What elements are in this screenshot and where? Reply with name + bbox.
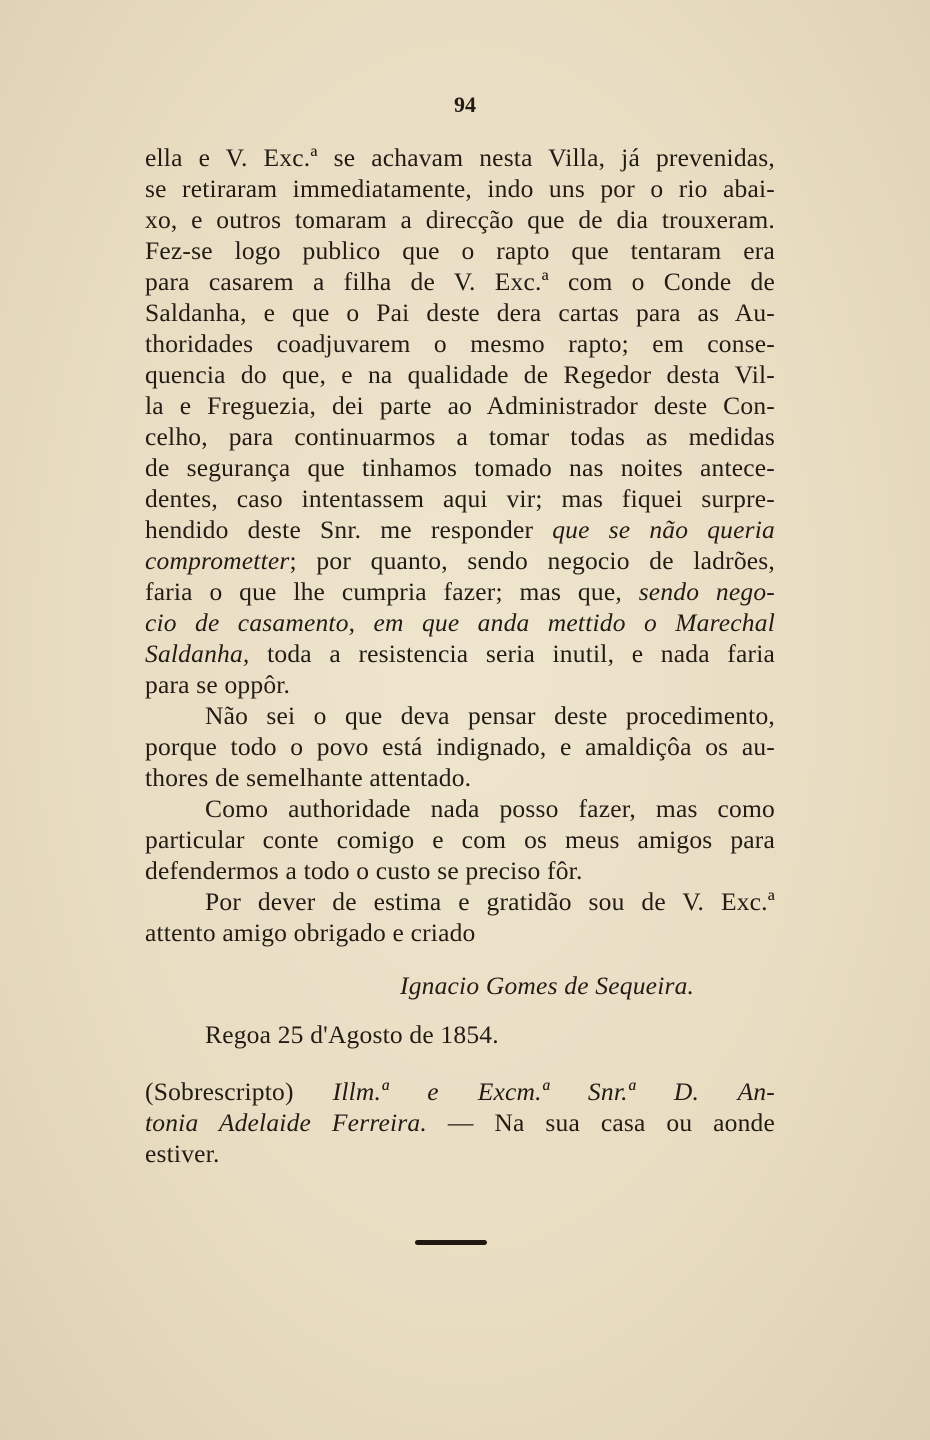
text-line-italic: cio de casamento, em que anda mettido o Marechal bbox=[145, 608, 775, 637]
text-line-mixed bbox=[145, 514, 775, 545]
text-line: Não sei o que deva pensar deste procedimento, bbox=[205, 701, 775, 730]
text-line: la e Freguezia, dei parte ao Administrador deste Con- bbox=[145, 391, 775, 420]
text-line: Saldanha, e que o Pai deste dera cartas para as Au- bbox=[145, 298, 775, 327]
text-line-mixed bbox=[145, 638, 775, 669]
text-line: particular conte comigo e com os meus amigos para bbox=[145, 825, 775, 854]
address-label: (Sobrescripto) bbox=[145, 1077, 294, 1106]
text-line: xo, e outros tomaram a direcção que de dia trouxeram. bbox=[145, 205, 775, 234]
text-line: para casarem a filha de V. Exc.ª com o Conde de bbox=[145, 267, 775, 296]
text-line: de segurança que tinhamos tomado nas noites antece- bbox=[145, 453, 775, 482]
page-number: 94 bbox=[454, 92, 476, 117]
roman-span: ; por quanto, sendo negocio de ladrões, bbox=[289, 546, 775, 575]
address-line bbox=[145, 1107, 775, 1138]
text-line-mixed bbox=[145, 576, 775, 607]
date-line: Regoa 25 d'Agosto de 1854. bbox=[205, 1020, 499, 1049]
end-rule bbox=[415, 1240, 487, 1245]
italic-span: que se não queria bbox=[552, 515, 776, 544]
text-line: quencia do que, e na qualidade de Regedor desta Vil- bbox=[145, 360, 775, 389]
text-line: defendermos a todo o custo se preciso fôr. bbox=[145, 856, 583, 885]
text-line: para se oppôr. bbox=[145, 670, 291, 699]
letter-body bbox=[145, 142, 775, 1169]
roman-span: faria o que lhe cumpria fazer; mas que, bbox=[145, 577, 622, 606]
italic-span: Saldanha, bbox=[145, 639, 250, 668]
text-line: se retiraram immediatamente, indo uns por o rio abai- bbox=[145, 174, 775, 203]
text-line: Por dever de estima e gratidão sou de V. Exc.ª bbox=[205, 887, 775, 916]
text-line: Como authoridade nada posso fazer, mas como bbox=[205, 794, 775, 823]
text-line: thoridades coadjuvarem o mesmo rapto; em conse- bbox=[145, 329, 775, 358]
text-line: attento amigo obrigado e criado bbox=[145, 918, 476, 947]
text-line: ella e V. Exc.ª se achavam nesta Villa, já prevenidas, bbox=[145, 143, 775, 172]
address-name: tonia Adelaide Ferreira. bbox=[145, 1108, 427, 1137]
roman-span: hendido deste Snr. me responder bbox=[145, 515, 534, 544]
address-line bbox=[145, 1076, 775, 1107]
roman-span: toda a resistencia seria inutil, e nada faria bbox=[267, 639, 775, 668]
signature: Ignacio Gomes de Sequeira. bbox=[400, 971, 695, 1000]
text-line: dentes, caso intentassem aqui vir; mas fiquei surpre- bbox=[145, 484, 775, 513]
text-line: porque todo o povo está indignado, e amaldiçôa os au- bbox=[145, 732, 775, 761]
text-line: celho, para continuarmos a tomar todas as medidas bbox=[145, 422, 775, 451]
italic-span: sendo nego- bbox=[638, 577, 775, 606]
address-name: Illm.ª e Excm.ª Snr.ª D. An- bbox=[332, 1077, 775, 1106]
text-line: thores de semelhante attentado. bbox=[145, 763, 472, 792]
text-line: Fez-se logo publico que o rapto que tentaram era bbox=[145, 236, 775, 265]
address-line: estiver. bbox=[145, 1139, 220, 1168]
text-line-mixed bbox=[145, 545, 775, 576]
address-text: — Na sua casa ou aonde bbox=[447, 1108, 776, 1137]
italic-span: comprometter bbox=[145, 546, 290, 575]
